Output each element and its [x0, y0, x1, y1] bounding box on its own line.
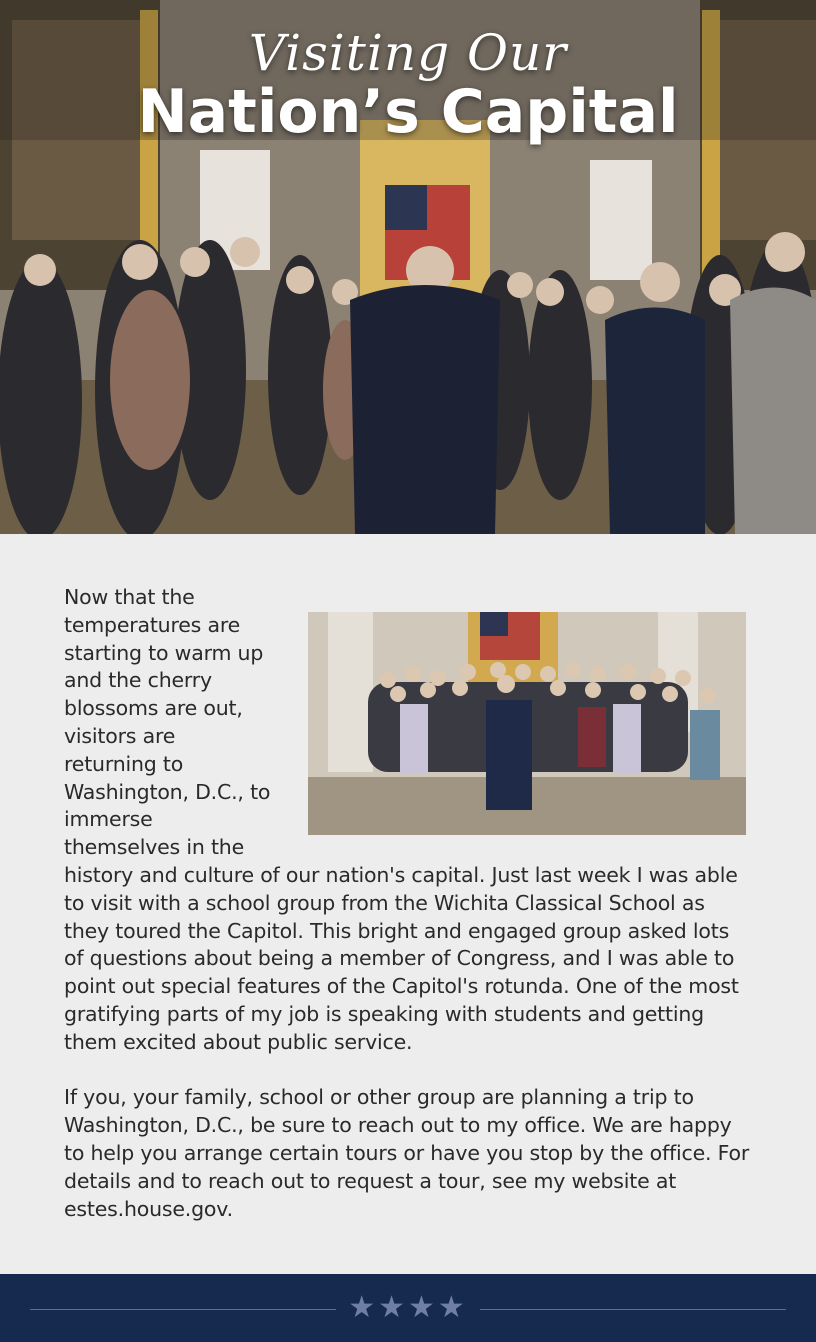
group-portrait-image [308, 612, 746, 835]
group-photo-inset [308, 612, 746, 835]
article-body [64, 584, 754, 1223]
hero-title [0, 22, 816, 147]
article-paragraph-1: Now that the temperatures are starting to warm up and the cherry blossoms are out, visitors are returning to Washington, D.C., to immerse themselves in the history and culture of our nation's capital. Just last week I was able to visit with a school group from the Wichita Classical School as they toured the Capitol. This bright and engaged group asked lots of questions about being a member of Congress, and I was able to point out special features of the Capitol's rotunda. One of the most gratifying parts of my job is speaking with students and getting them excited about public service. [64, 585, 739, 1054]
footer-stars-icon: ★★★★ [348, 1290, 468, 1325]
hero-banner [0, 0, 816, 534]
footer-rule-right [480, 1309, 786, 1310]
hero-title-script: Visiting Our [248, 24, 568, 82]
hero-title-main: Nation’s Capital [137, 77, 679, 147]
footer-rule-left [30, 1309, 336, 1310]
article-paragraph-2: If you, your family, school or other group are planning a trip to Washington, D.C., be sure to reach out to my office. We are happy to help you arrange certain tours or have you stop by the office. For details and to reach out to request a tour, see my website at estes.house.gov. [64, 1085, 750, 1221]
footer-band [0, 1274, 816, 1342]
